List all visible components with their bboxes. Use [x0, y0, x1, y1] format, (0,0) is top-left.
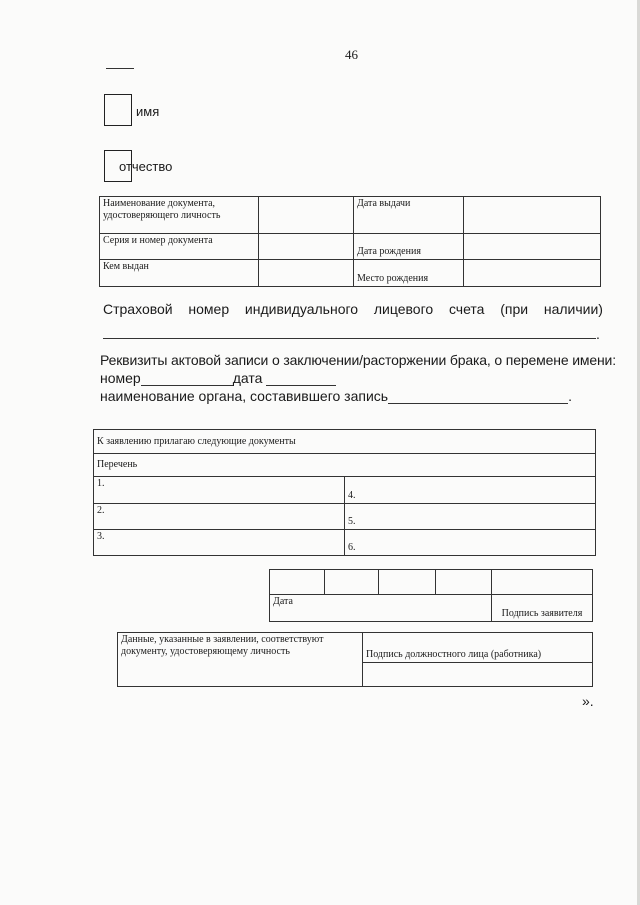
birth-date-label: Дата рождения	[354, 234, 464, 260]
attached-documents-table	[93, 429, 596, 556]
applicant-signature-value[interactable]	[492, 570, 593, 595]
doc-item-6[interactable]: 6.	[345, 530, 596, 556]
birth-place-label: Место рождения	[354, 260, 464, 287]
official-verification-table	[117, 632, 593, 687]
snils-label: Страховой номер индивидуального лицевого счета (при наличии)	[103, 301, 603, 317]
first-name-checkbox[interactable]	[104, 94, 132, 126]
issued-by-label: Кем выдан	[100, 260, 259, 287]
identity-document-table	[99, 196, 601, 287]
act-record-number-row	[100, 370, 336, 386]
birth-date-value[interactable]	[464, 234, 601, 260]
applicant-signature-label: Подпись заявителя	[492, 595, 593, 622]
attached-docs-header: К заявлению прилагаю следующие документы	[94, 430, 596, 454]
closing-quote: ».	[582, 693, 594, 709]
date-label: дата	[232, 370, 263, 386]
doc-item-1[interactable]: 1.	[94, 477, 345, 504]
official-signature-label: Подпись должностного лица (работника)	[363, 633, 593, 663]
organ-label: наименование органа, составившего запись	[100, 388, 389, 404]
issue-date-value[interactable]	[464, 197, 601, 234]
series-number-value[interactable]	[259, 234, 354, 260]
doc-item-2[interactable]: 2.	[94, 504, 345, 530]
date-signature-table	[269, 569, 593, 622]
doc-item-3[interactable]: 3.	[94, 530, 345, 556]
doc-name-value[interactable]	[259, 197, 354, 234]
attached-docs-list-label: Перечень	[94, 454, 596, 477]
act-record-organ-row: наименование органа, составившего запись .	[100, 388, 572, 404]
date-cell-4[interactable]	[436, 570, 492, 595]
issue-date-label: Дата выдачи	[354, 197, 464, 234]
top-dash-line	[106, 68, 134, 69]
verification-text: Данные, указанные в заявлении, соответствуют документу, удостоверяющему личность	[118, 633, 363, 687]
doc-item-5[interactable]: 5.	[345, 504, 596, 530]
number-label: номер	[100, 370, 141, 386]
official-signature-value[interactable]	[363, 663, 593, 687]
page-number: 46	[345, 47, 358, 62]
snils-end-dot: .	[596, 326, 600, 342]
date-cell-2[interactable]	[325, 570, 379, 595]
patronymic-label: отчество	[119, 159, 173, 174]
series-number-label: Серия и номер документа	[100, 234, 259, 260]
first-name-label: имя	[136, 104, 160, 119]
organ-field[interactable]	[388, 403, 568, 404]
act-record-title: Реквизиты актовой записи о заключении/расторжении брака, о перемене имени:	[100, 352, 616, 368]
number-field[interactable]	[141, 385, 233, 386]
doc-item-4[interactable]: 4.	[345, 477, 596, 504]
date-label: Дата	[270, 595, 492, 622]
doc-name-label: Наименование документа, удостоверяющего личность	[100, 197, 259, 234]
birth-place-value[interactable]	[464, 260, 601, 287]
snils-value-line[interactable]	[103, 338, 596, 339]
date-field[interactable]	[266, 385, 336, 386]
issued-by-value[interactable]	[259, 260, 354, 287]
date-cell-1[interactable]	[270, 570, 325, 595]
date-cell-3[interactable]	[379, 570, 436, 595]
